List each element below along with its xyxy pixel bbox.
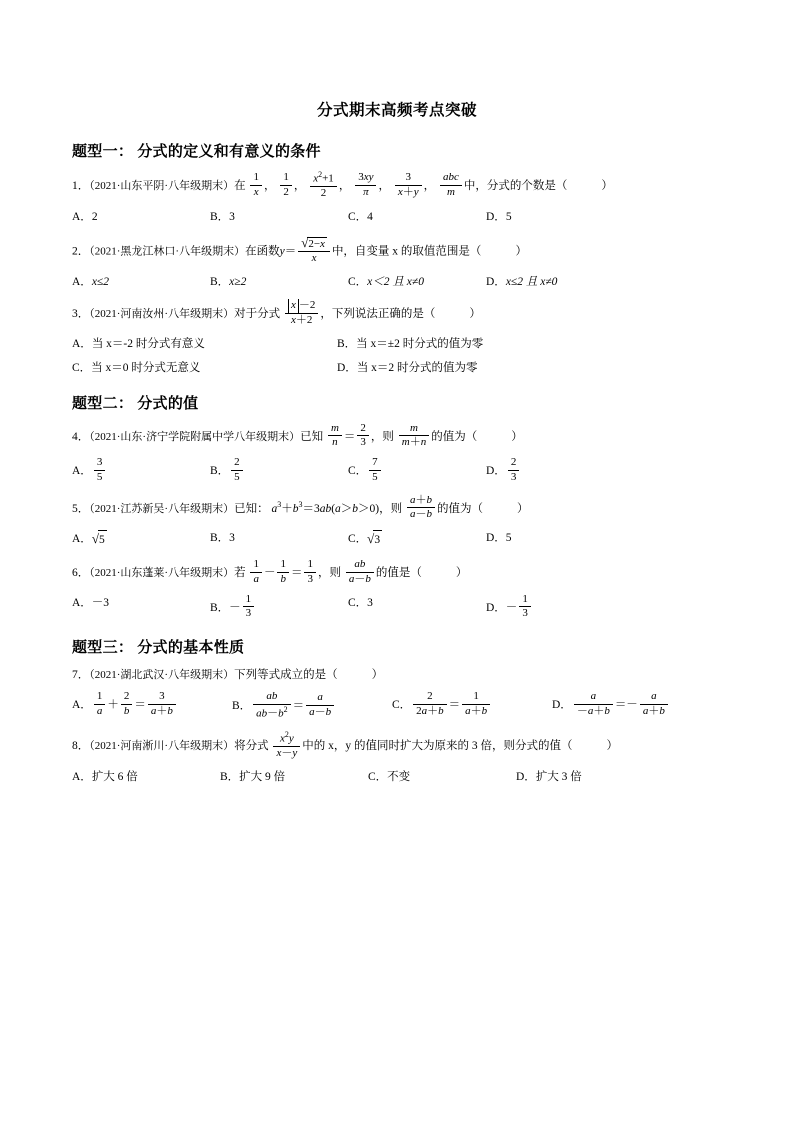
math-frac-1-3: $\frac{1}{3}$ [304, 558, 316, 587]
math-eq-a3plusb3: $a^3+b^3=3ab(a>b>0)$ [271, 499, 380, 515]
option-a[interactable]: A．－3 [72, 596, 110, 609]
question-text-before: 在 [234, 180, 246, 193]
option-a[interactable]: A．x≤2 [72, 276, 109, 289]
question-number: 2． [72, 244, 90, 257]
question-tail: ） [606, 740, 618, 753]
math-frac-1-x: $\frac{1}{x}$ [250, 171, 262, 200]
question-text-before: 已知 [300, 430, 324, 443]
question-2: 2．（2021·黑龙江林口·八年级期末）在函数y＝ $\frac{√2-x}{x}$ 中，自变量 x 的取值范围是（ ） [72, 234, 527, 265]
question-text-before: 在函数 [245, 244, 280, 257]
options-question-5 [72, 529, 722, 550]
question-3 [72, 300, 722, 329]
option-a[interactable]: A．扩大 6 倍 [72, 771, 138, 784]
section-heading-3: 题型三： 分式的基本性质 [72, 640, 245, 657]
option-d[interactable]: D．当 x＝2 时分式的值为零 [337, 362, 478, 375]
question-source: （2021·山东·济宁学院附属中学八年级期末） [89, 430, 301, 443]
option-c[interactable]: C． $\frac{2}{2a+b}$ ＝ $\frac{1}{a+b}$ [392, 691, 552, 722]
question-source: （2021·山东蓬莱·八年级期末） [89, 566, 235, 579]
math-frac-aplusb-over-aminusb: $\frac{a+b}{a-b}$ [407, 494, 435, 523]
question-text-before: 已知： [234, 502, 269, 515]
math-frac-1-a2: $\frac{1}{a}$ [94, 690, 106, 719]
math-frac-3xy-pi: $\frac{3xy}{\pi}$ [355, 171, 376, 200]
question-tail: ） [455, 566, 468, 579]
option-c[interactable]: C．x＜2 且 x≠0 [348, 276, 424, 289]
question-number: 3． [72, 308, 90, 321]
options-question-2 [72, 273, 722, 291]
option-b[interactable]: B．x≥2 [210, 276, 247, 289]
question-text-mid: ，则 [317, 566, 341, 579]
math-sqrt-3: √3 [367, 529, 382, 550]
question-text-mid: ，则 [370, 430, 394, 443]
math-frac-2-b: $\frac{2}{b}$ [121, 690, 133, 719]
option-a[interactable]: A．2 [72, 211, 98, 224]
question-8 [72, 731, 722, 762]
question-4: 4．（2021·山东·济宁学院附属中学八年级期末）已知 $\frac{m}{n}$ ＝ $\frac{2}{3}$ ，则 $\frac{m}{m+n}$ 的值为（ ） [72, 421, 523, 449]
question-source: （2021·河南淅川·八年级期末） [89, 740, 235, 753]
question-text-before: 将分式 [234, 740, 269, 753]
math-frac-2-5: $\frac{2}{5}$ [231, 456, 243, 485]
math-frac-7-5: $\frac{7}{5}$ [369, 456, 381, 485]
option-b[interactable]: B．－ $\frac{1}{3}$ [210, 594, 348, 623]
question-6: 6．（2021·山东蓬莱·八年级期末）若 $\frac{1}{a}$ － $\frac{1}{b}$ ＝ $\frac{1}{3}$ ，则 $\frac{ab}{a-b}$ 的值是（ ） [72, 558, 468, 585]
question-7 [72, 667, 722, 685]
question-source: （2021·江苏新吴·八年级期末） [89, 502, 235, 515]
option-c[interactable]: C．当 x＝0 时分式无意义 [72, 362, 201, 375]
question-number: 1． [72, 180, 90, 193]
question-source: （2021·河南汝州·八年级期末） [89, 308, 235, 321]
math-frac-x2y-over-xminusy: $\frac{x^2y}{x-y}$ [273, 730, 300, 761]
math-frac-3-xplusy: $\frac{3}{x+y}$ [395, 171, 422, 200]
options-question-8 [72, 768, 722, 786]
question-text-before: 若 [234, 566, 246, 579]
options-question-3-row2 [72, 359, 722, 377]
question-source: （2021·湖北武汉·八年级期末） [89, 669, 235, 682]
math-frac-1-2: $\frac{1}{2}$ [280, 171, 292, 200]
math-frac-1-b: $\frac{1}{b}$ [277, 558, 289, 587]
question-tail: ） [517, 502, 529, 515]
question-text-after: 的值是（ [375, 566, 422, 579]
math-frac-ab-over-abminusb2: $\frac{ab}{ab-b^2}$ [253, 690, 291, 721]
math-sqrt-5: √5 [92, 529, 107, 550]
option-d[interactable]: D．x≤2 且 x≠0 [486, 276, 558, 289]
question-source: （2021·黑龙江林口·八年级期末） [89, 244, 246, 257]
option-d[interactable]: D．－ $\frac{1}{3}$ [486, 594, 624, 623]
option-c[interactable]: C． $\frac{7}{5}$ [348, 457, 486, 486]
option-c[interactable]: C．4 [348, 211, 373, 224]
math-frac-m-mplusn: $\frac{m}{m+n}$ [399, 422, 429, 451]
question-text-after: 中，自变量 x 的取值范围是（ [331, 244, 482, 257]
math-frac-abc-m: $\frac{\text{abc}}{m}$ [440, 171, 462, 200]
question-text-after: 中，分式的个数是（ [463, 180, 568, 193]
question-tail: ） [469, 308, 481, 321]
section-heading-2: 题型二： 分式的值 [72, 395, 199, 412]
option-b[interactable]: B．扩大 9 倍 [220, 771, 286, 784]
math-frac-1-3b: $\frac{1}{3}$ [243, 593, 255, 622]
question-1: 1．（2021·山东平阴·八年级期末）在 $\frac{1}{x}$ ， $\frac{1}{2}$ ， $\frac{x^2+1}{2}$ ， $\frac{3xy}{\pi}$ ， $\frac{3}{x+y}$ ， $\frac{\text{abc}}{m}$ 中，分式的个数是（ ） [72, 170, 613, 200]
question-text-after: 的值为（ [431, 430, 478, 443]
question-source: （2021·山东平阴·八年级期末） [89, 180, 235, 193]
math-frac-ab-over-aminusb: $\frac{ab}{a-b}$ [346, 558, 374, 587]
question-text-after: 中的 x，y 的值同时扩大为原来的 3 倍，则分式的值（ [302, 740, 573, 753]
math-frac-2-3: $\frac{2}{3}$ [357, 422, 369, 451]
option-c[interactable]: C．不变 [368, 771, 411, 784]
math-frac-a-over-aplusb: $\frac{a}{a+b}$ [640, 690, 668, 719]
question-text-after: ，下列说法正确的是（ [320, 308, 436, 321]
question-number: 7． [72, 669, 90, 682]
math-frac-2-3b: $\frac{2}{3}$ [508, 456, 520, 485]
question-tail: ） [601, 180, 613, 193]
math-frac-1-a: $\frac{1}{a}$ [250, 558, 262, 587]
page-title: 分式期末高频考点突破 [316, 102, 477, 119]
question-tail: ） [511, 430, 523, 443]
math-frac-1-3c: $\frac{1}{3}$ [519, 593, 531, 622]
option-b[interactable]: B．3 [210, 532, 235, 545]
option-a[interactable]: A．当 x＝-2 时分式有意义 [72, 337, 205, 350]
option-a[interactable]: A． $\frac{1}{a}$ ＋ $\frac{2}{b}$ ＝ $\frac{3}{a+b}$ [72, 691, 232, 722]
option-b[interactable]: B．3 [210, 211, 235, 224]
question-number: 4． [72, 430, 90, 443]
question-number: 5． [72, 502, 90, 515]
math-frac-2-over-2aplusb: $\frac{2}{2a+b}$ [413, 690, 447, 719]
option-c[interactable]: C．3 [348, 596, 373, 609]
question-number: 8． [72, 740, 90, 753]
question-text-before: 下列等式成立的是（ [234, 669, 338, 682]
option-d[interactable]: D．5 [486, 532, 512, 545]
option-d[interactable]: D． $\frac{a}{-a+b}$ ＝－ $\frac{a}{a+b}$ [552, 691, 712, 722]
math-frac-m-n: $\frac{m}{n}$ [328, 422, 342, 451]
option-b[interactable]: B． $\frac{2}{5}$ [210, 457, 348, 486]
math-frac-a-over-aminusb: $\frac{a}{a-b}$ [306, 691, 334, 720]
math-frac-a-over-negaplusb: $\frac{a}{-a+b}$ [574, 690, 613, 719]
option-b[interactable]: B． $\frac{ab}{ab-b^2}$ ＝ $\frac{a}{a-b}$ [232, 691, 392, 722]
option-a[interactable]: A．√5 [72, 529, 210, 550]
options-question-3-row1 [72, 335, 722, 353]
math-frac-sqrt2minusx-x: $\frac{√2-x}{x}$ [298, 235, 330, 267]
section-heading-1: 题型一： 分式的定义和有意义的条件 [72, 144, 321, 160]
question-tail: ） [515, 244, 527, 257]
math-frac-x2p1-2: $\frac{x^2+1}{2}$ [310, 170, 337, 201]
math-frac-1-over-aplusb: $\frac{1}{a+b}$ [462, 690, 490, 719]
option-d[interactable]: D．扩大 3 倍 [516, 771, 582, 784]
math-frac-3-5: $\frac{3}{5}$ [94, 456, 106, 485]
question-text-before: 对于分式 [234, 308, 281, 321]
math-frac-absx-minus2-over-xplus2: $\frac{x -2}{x+2}$ [285, 299, 318, 328]
option-a[interactable]: A． $\frac{3}{5}$ [72, 457, 210, 486]
option-b[interactable]: B．当 x＝±2 时分式的值为零 [337, 337, 484, 350]
math-frac-3-aplusb: $\frac{3}{a+b}$ [148, 690, 176, 719]
options-question-1 [72, 208, 722, 226]
question-5: 5．（2021·江苏新吴·八年级期末）已知： $a^3+b^3=3ab(a>b>0)$，则 $\frac{a+b}{a-b}$ 的值为（ ） [72, 493, 529, 521]
question-text-after: 的值为（ [437, 502, 484, 515]
option-d[interactable]: D． $\frac{2}{3}$ [486, 457, 624, 486]
options-question-6 [72, 594, 722, 623]
options-question-4 [72, 457, 722, 486]
question-tail: ） [371, 669, 384, 682]
option-d[interactable]: D．5 [486, 211, 512, 224]
question-number: 6． [72, 566, 90, 579]
options-question-7 [72, 691, 722, 722]
option-c[interactable]: C．√3 [348, 529, 486, 550]
